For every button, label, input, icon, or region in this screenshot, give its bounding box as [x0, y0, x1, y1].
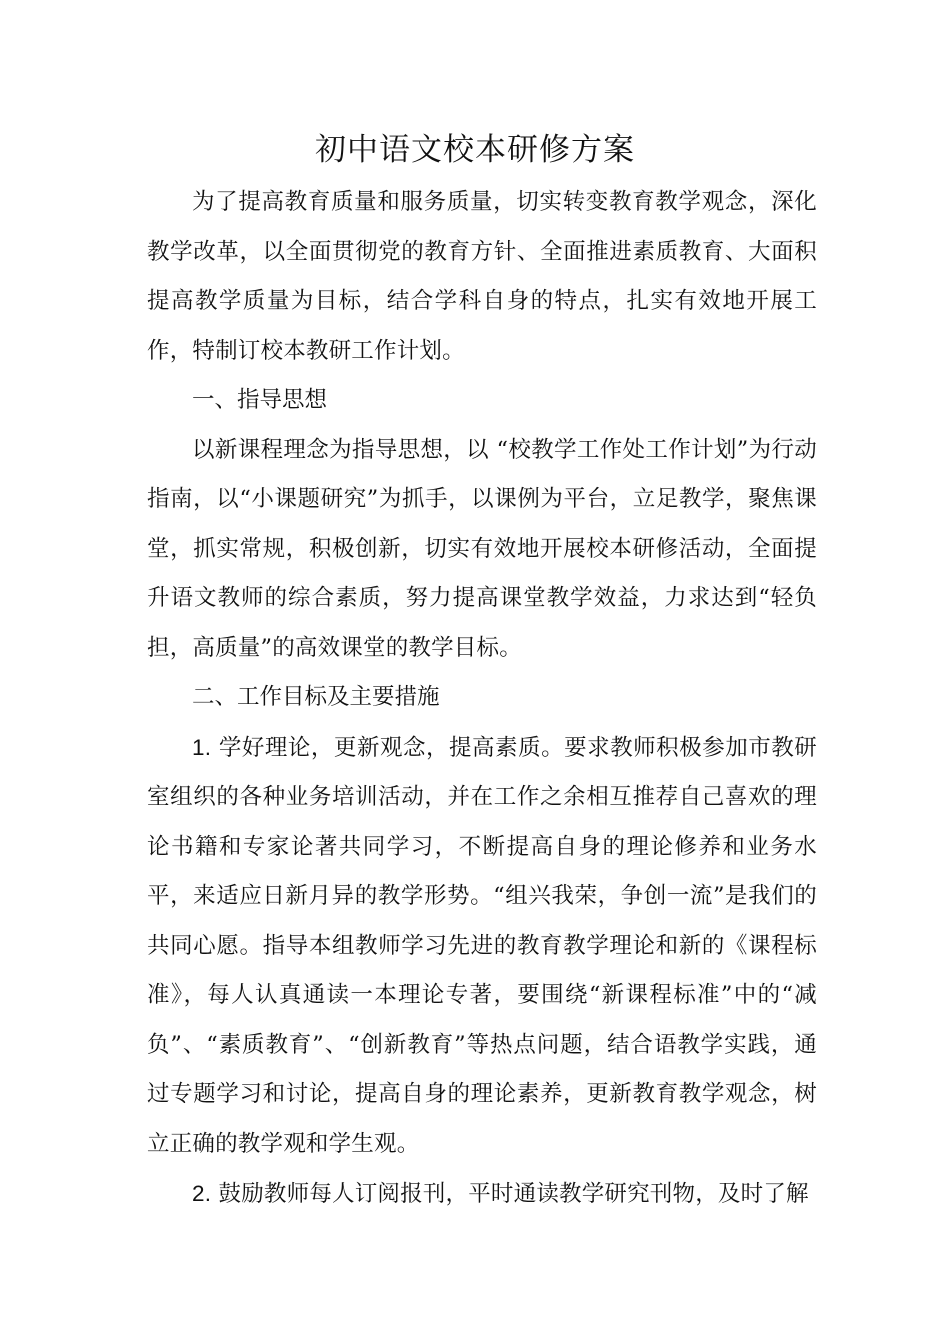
measure-item-1	[147, 723, 817, 1170]
section-heading-goals-measures: 二、工作目标及主要措施	[192, 684, 440, 710]
measure-item-2	[147, 1169, 817, 1220]
measure-item-2-text: 鼓励教师每人订阅报刊，平时通读教学研究刊物，及时了解	[218, 1181, 809, 1207]
measure-item-2-number: 2.	[192, 1181, 212, 1206]
document-body	[147, 178, 817, 1220]
measure-item-1-text: 学好理论，更新观念，提高素质。要求教师积极参加市教研室组织的各种业务培训活动，并在工作之余相互推荐自己喜欢的理论书籍和专家论著共同学习，不断提高自身的理论修养和业务水平，来适应日新月异的教学形势。“组兴我荣，争创一流”是我们的共同心愿。指导本组教师学习先进的教育教学理论和新的《课程标准》，每人认真通读一本理论专著，要围绕“新课程标准”中的“减负”、“素质教育”、“创新教育”等热点问题，结合语教学实践，通过专题学习和讨论，提高自身的理论素养，更新教育教学观念，树立正确的教学观和学生观。	[147, 734, 817, 1157]
document-title: 初中语文校本研修方案	[315, 132, 635, 168]
section-heading-guiding-ideology: 一、指导思想	[192, 387, 328, 413]
measure-item-1-number: 1.	[192, 734, 212, 760]
intro-paragraph: 为了提高教育质量和服务质量，切实转变教育教学观念，深化教学改革，以全面贯彻党的教育方针、全面推进素质教育、大面积提高教学质量为目标，结合学科自身的特点，扎实有效地开展工作，特制订校本教研工作计划。	[147, 189, 817, 364]
guiding-ideology-paragraph: 以新课程理念为指导思想，以 “校教学工作处工作计划”为行动指南，以“小课题研究”为抓手，以课例为平台，立足教学，聚焦课堂，抓实常规，积极创新，切实有效地开展校本研修活动，全面提升语文教师的综合素质，努力提高课堂教学效益，力求达到“轻负担，高质量”的高效课堂的教学目标。	[147, 436, 817, 661]
